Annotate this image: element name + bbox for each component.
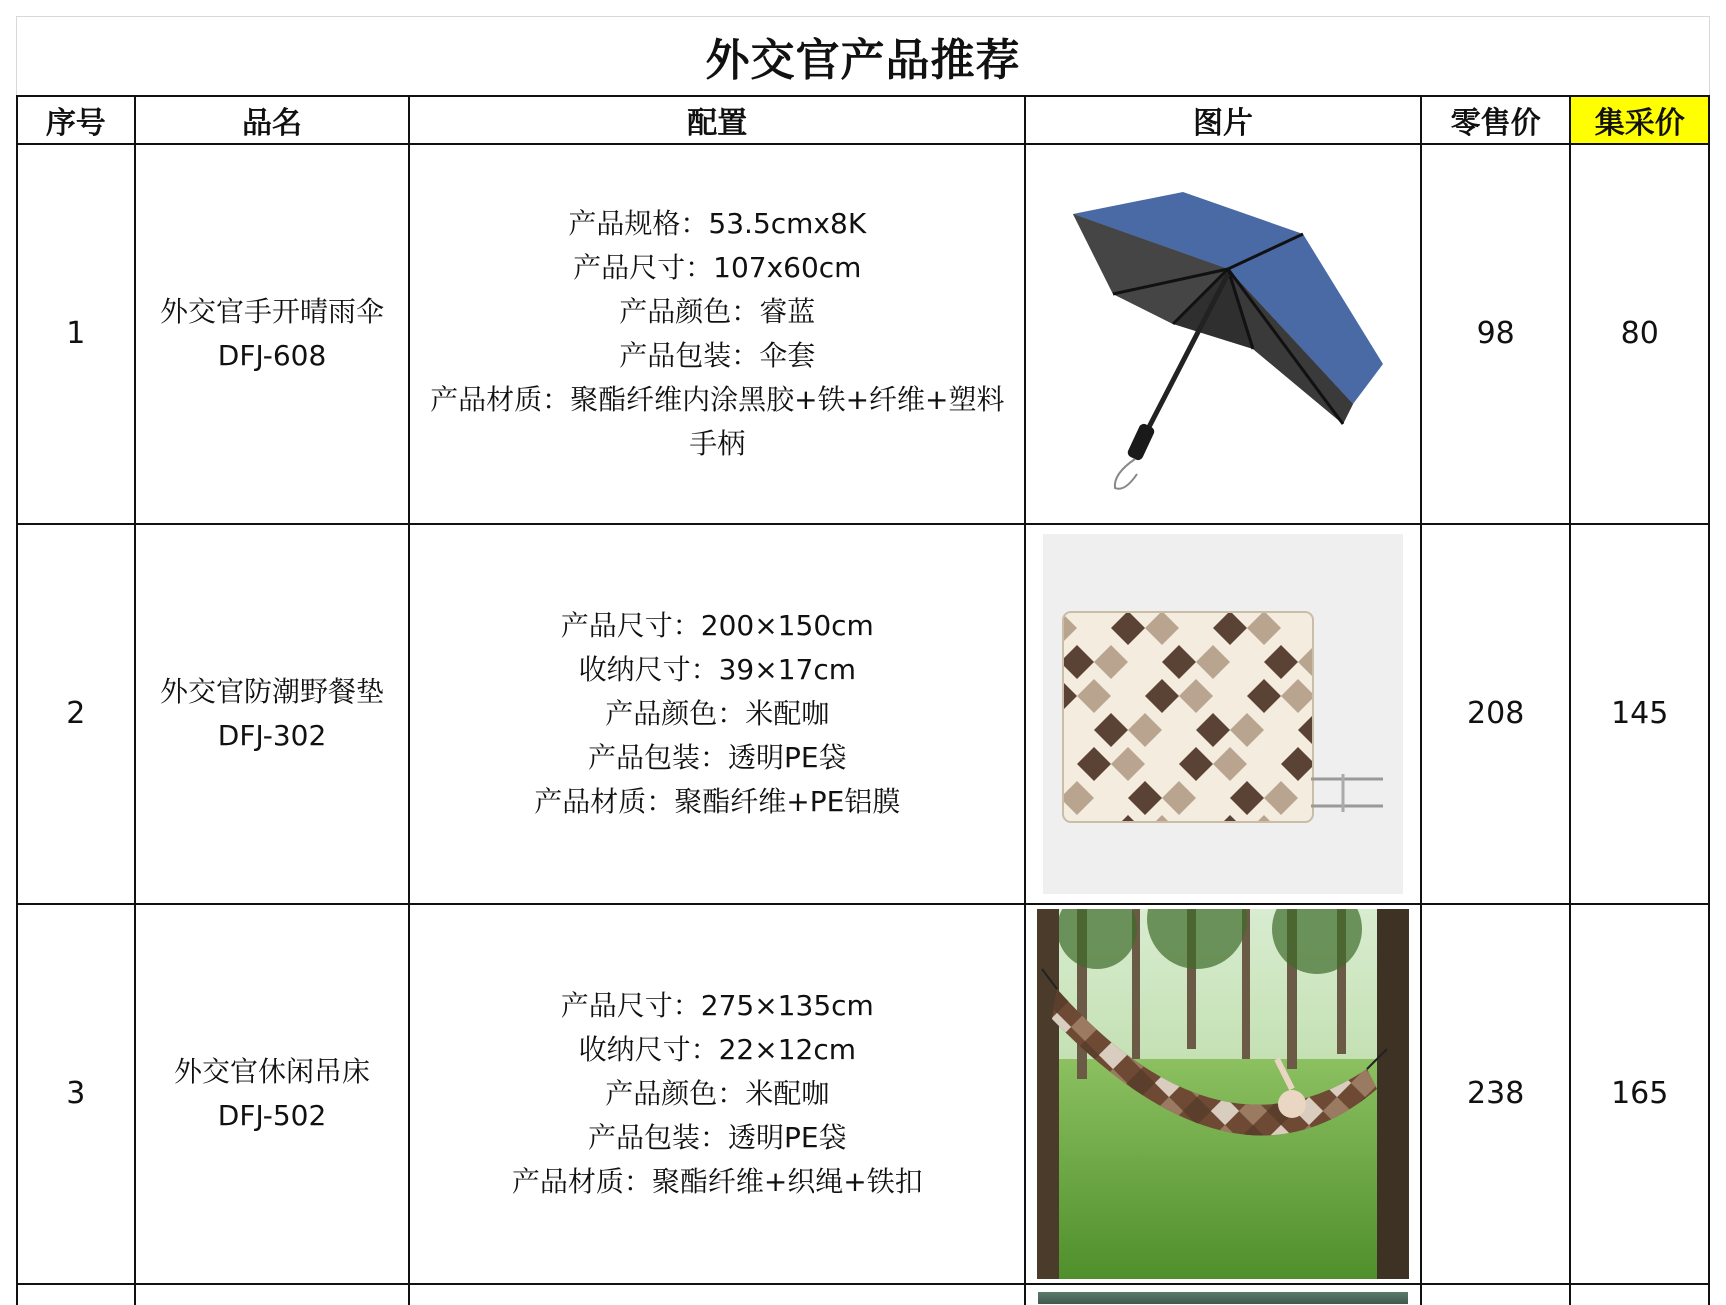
cell-index: 1 — [17, 144, 135, 524]
config-line: 收纳尺寸：22×12cm — [578, 1033, 856, 1066]
header-image: 图片 — [1025, 96, 1421, 144]
cell-image — [1025, 144, 1421, 524]
header-index: 序号 — [17, 96, 135, 144]
cell-group-price: 165 — [1570, 904, 1709, 1284]
cell-image — [1025, 524, 1421, 904]
cell-config — [409, 524, 1025, 904]
product-table — [16, 95, 1710, 1305]
partial-product-image — [1038, 1292, 1408, 1304]
cell-index: 3 — [17, 904, 135, 1284]
hammock-image — [1037, 909, 1409, 1279]
config-line: 产品规格：53.5cmx8K — [568, 207, 867, 240]
table-row-partial — [17, 1284, 1709, 1305]
product-model: DFJ-608 — [217, 339, 327, 372]
cell-image — [1025, 1284, 1421, 1305]
config-line: 产品包装：透明PE袋 — [588, 1121, 847, 1154]
table-row — [17, 144, 1709, 524]
product-name: 外交官休闲吊床 — [174, 1055, 371, 1088]
cell-config — [409, 144, 1025, 524]
product-name: 外交官防潮野餐垫 — [160, 675, 385, 708]
cell-name — [135, 144, 410, 524]
table-row — [17, 524, 1709, 904]
cell-group-price: 80 — [1570, 144, 1709, 524]
cell-index — [17, 1284, 135, 1305]
header-retail-price: 零售价 — [1421, 96, 1571, 144]
cell-config — [409, 1284, 1025, 1305]
header-group-price: 集采价 — [1570, 96, 1709, 144]
cell-image — [1025, 904, 1421, 1284]
config-line: 产品颜色：米配咖 — [605, 697, 830, 730]
config-line: 产品尺寸：107x60cm — [573, 251, 862, 284]
cell-name — [135, 524, 410, 904]
cell-retail-price — [1421, 1284, 1571, 1305]
config-line: 收纳尺寸：39×17cm — [578, 653, 856, 686]
config-line: 手柄 — [689, 427, 746, 460]
umbrella-image — [1053, 174, 1393, 494]
header-row — [17, 96, 1709, 144]
header-name: 品名 — [135, 96, 410, 144]
config-line: 产品材质：聚酯纤维+PE铝膜 — [534, 785, 901, 818]
config-line: 产品材质：聚酯纤维内涂黑胶+铁+纤维+塑料 — [430, 383, 1005, 416]
product-model: DFJ-302 — [217, 719, 327, 752]
cell-retail-price: 98 — [1421, 144, 1571, 524]
config-line: 产品颜色：米配咖 — [605, 1077, 830, 1110]
config-line: 产品包装：伞套 — [619, 339, 816, 372]
config-line: 产品尺寸：200×150cm — [560, 609, 874, 642]
title-row — [16, 16, 1710, 95]
product-sheet — [16, 16, 1710, 1305]
cell-name — [135, 904, 410, 1284]
cell-group-price: 145 — [1570, 524, 1709, 904]
config-line: 产品尺寸：275×135cm — [560, 989, 874, 1022]
table-row — [17, 904, 1709, 1284]
cell-group-price — [1570, 1284, 1709, 1305]
config-line: 产品材质：聚酯纤维+织绳+铁扣 — [511, 1165, 923, 1198]
cell-config — [409, 904, 1025, 1284]
cell-name — [135, 1284, 410, 1305]
config-line: 产品包装：透明PE袋 — [588, 741, 847, 774]
page-title: 外交官产品推荐 — [705, 35, 1021, 86]
product-name: 外交官手开晴雨伞 — [160, 295, 385, 328]
product-model: DFJ-502 — [217, 1099, 327, 1132]
cell-index: 2 — [17, 524, 135, 904]
cell-retail-price: 208 — [1421, 524, 1571, 904]
cell-retail-price: 238 — [1421, 904, 1571, 1284]
config-line: 产品颜色：睿蓝 — [619, 295, 816, 328]
picnic-mat-image — [1043, 534, 1403, 894]
header-config: 配置 — [409, 96, 1025, 144]
